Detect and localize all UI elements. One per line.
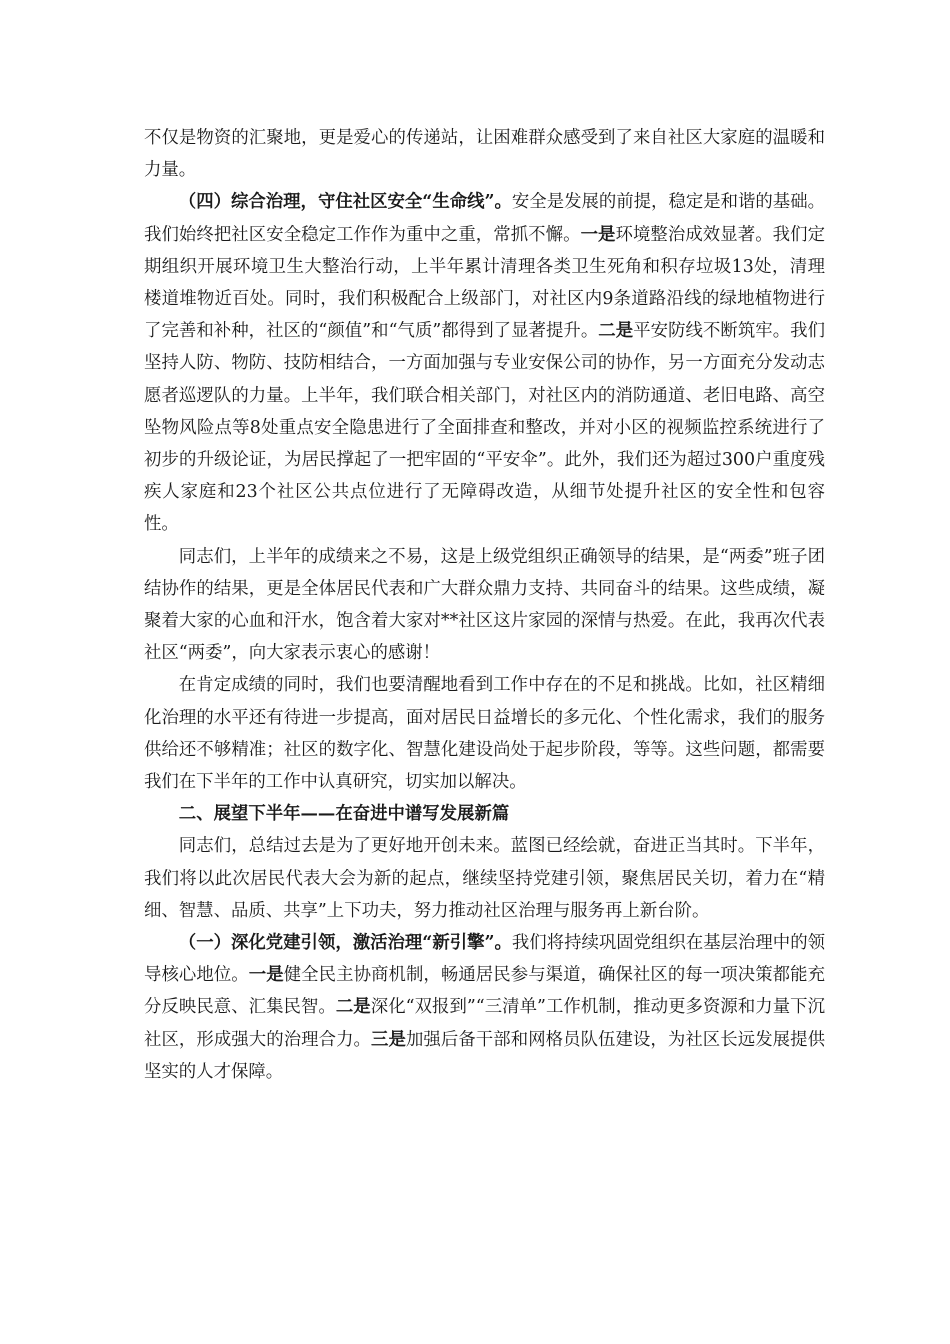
bold-text-run: 二、展望下半年——在奋进中谱写发展新篇 <box>178 804 510 825</box>
text-run: 深化“双报到”“三清单”工作机制，推动更多资源和力量下沉社区，形成强大的治理合力。 <box>144 997 825 1050</box>
document-body <box>144 122 825 1088</box>
text-run: 不仅是物资的汇聚地，更是爱心的传递站，让困难群众感受到了来自社区大家庭的温暖和力量。 <box>144 128 825 181</box>
paragraph <box>144 186 825 540</box>
text-run: 环境整治成效显著。我们定期组织开展环境卫生大整治行动，上半年累计清理各类卫生死角和积存垃圾13处，清理楼道堆物近百处。同时，我们积极配合上级部门，对社区内9条道路沿线的绿地植物进行了完善和补种，社区的“颜值”和“气质”都得到了显著提升。 <box>144 224 825 342</box>
bold-text-run: 二是 <box>598 321 634 342</box>
text-run: 平安防线不断筑牢。我们坚持人防、物防、技防相结合，一方面加强与专业安保公司的协作，另一方面充分发动志愿者巡逻队的力量。上半年，我们联合相关部门，对社区内的消防通道、老旧电路、高空坠物风险点等8处重点安全隐患进行了全面排查和整改，并对小区的视频监控系统进行了初步的升级论证，为居民撑起了一把牢固的“平安伞”。此外，我们还为超过300户重度残疾人家庭和23个社区公共点位进行了无障碍改造，从细节处提升社区的安全性和包容性。 <box>144 321 825 535</box>
bold-text-run: 三是 <box>371 1029 406 1050</box>
text-run: 同志们，总结过去是为了更好地开创未来。蓝图已经绘就，奋进正当其时。下半年，我们将以此次居民代表大会为新的起点，继续坚持党建引领，聚焦居民关切，着力在“精细、智慧、品质、共享”上下功夫，努力推动社区治理与服务再上新台阶。 <box>144 836 825 921</box>
paragraph <box>144 927 825 1088</box>
section-heading <box>144 798 825 830</box>
bold-text-run: 一是 <box>580 224 616 245</box>
text-run: 同志们，上半年的成绩来之不易，这是上级党组织正确领导的结果，是“两委”班子团结协作的结果，更是全体居民代表和广大群众鼎力支持、共同奋斗的结果。这些成绩，凝聚着大家的心血和汗水，饱含着大家对**社区这片家园的深情与热爱。在此，我再次代表社区“两委”，向大家表示衷心的感谢！ <box>144 546 825 664</box>
text-run: 在肯定成绩的同时，我们也要清醒地看到工作中存在的不足和挑战。比如，社区精细化治理的水平还有待进一步提高，面对居民日益增长的多元化、个性化需求，我们的服务供给还不够精准；社区的数字化、智慧化建设尚处于起步阶段，等等。这些问题，都需要我们在下半年的工作中认真研究，切实加以解决。 <box>144 675 825 793</box>
text-run: 安全是发展的前提，稳定是和谐的基础。我们始终把社区安全稳定工作作为重中之重，常抓不懈。 <box>144 192 825 245</box>
text-run: 加强后备干部和网格员队伍建设，为社区长远发展提供坚实的人才保障。 <box>144 1029 825 1082</box>
paragraph <box>144 669 825 798</box>
bold-text-run: 一是 <box>248 965 284 986</box>
bold-text-run: 二是 <box>335 997 371 1018</box>
paragraph <box>144 541 825 670</box>
paragraph <box>144 122 825 186</box>
bold-text-run: （四）综合治理，守住社区安全“生命线”。 <box>178 192 512 213</box>
text-run: 我们将持续巩固党组织在基层治理中的领导核心地位。 <box>144 933 825 986</box>
text-run: 健全民主协商机制，畅通居民参与渠道，确保社区的每一项决策都能充分反映民意、汇集民智。 <box>144 965 825 1018</box>
paragraph <box>144 830 825 927</box>
bold-text-run: （一）深化党建引领，激活治理“新引擎”。 <box>178 933 512 954</box>
